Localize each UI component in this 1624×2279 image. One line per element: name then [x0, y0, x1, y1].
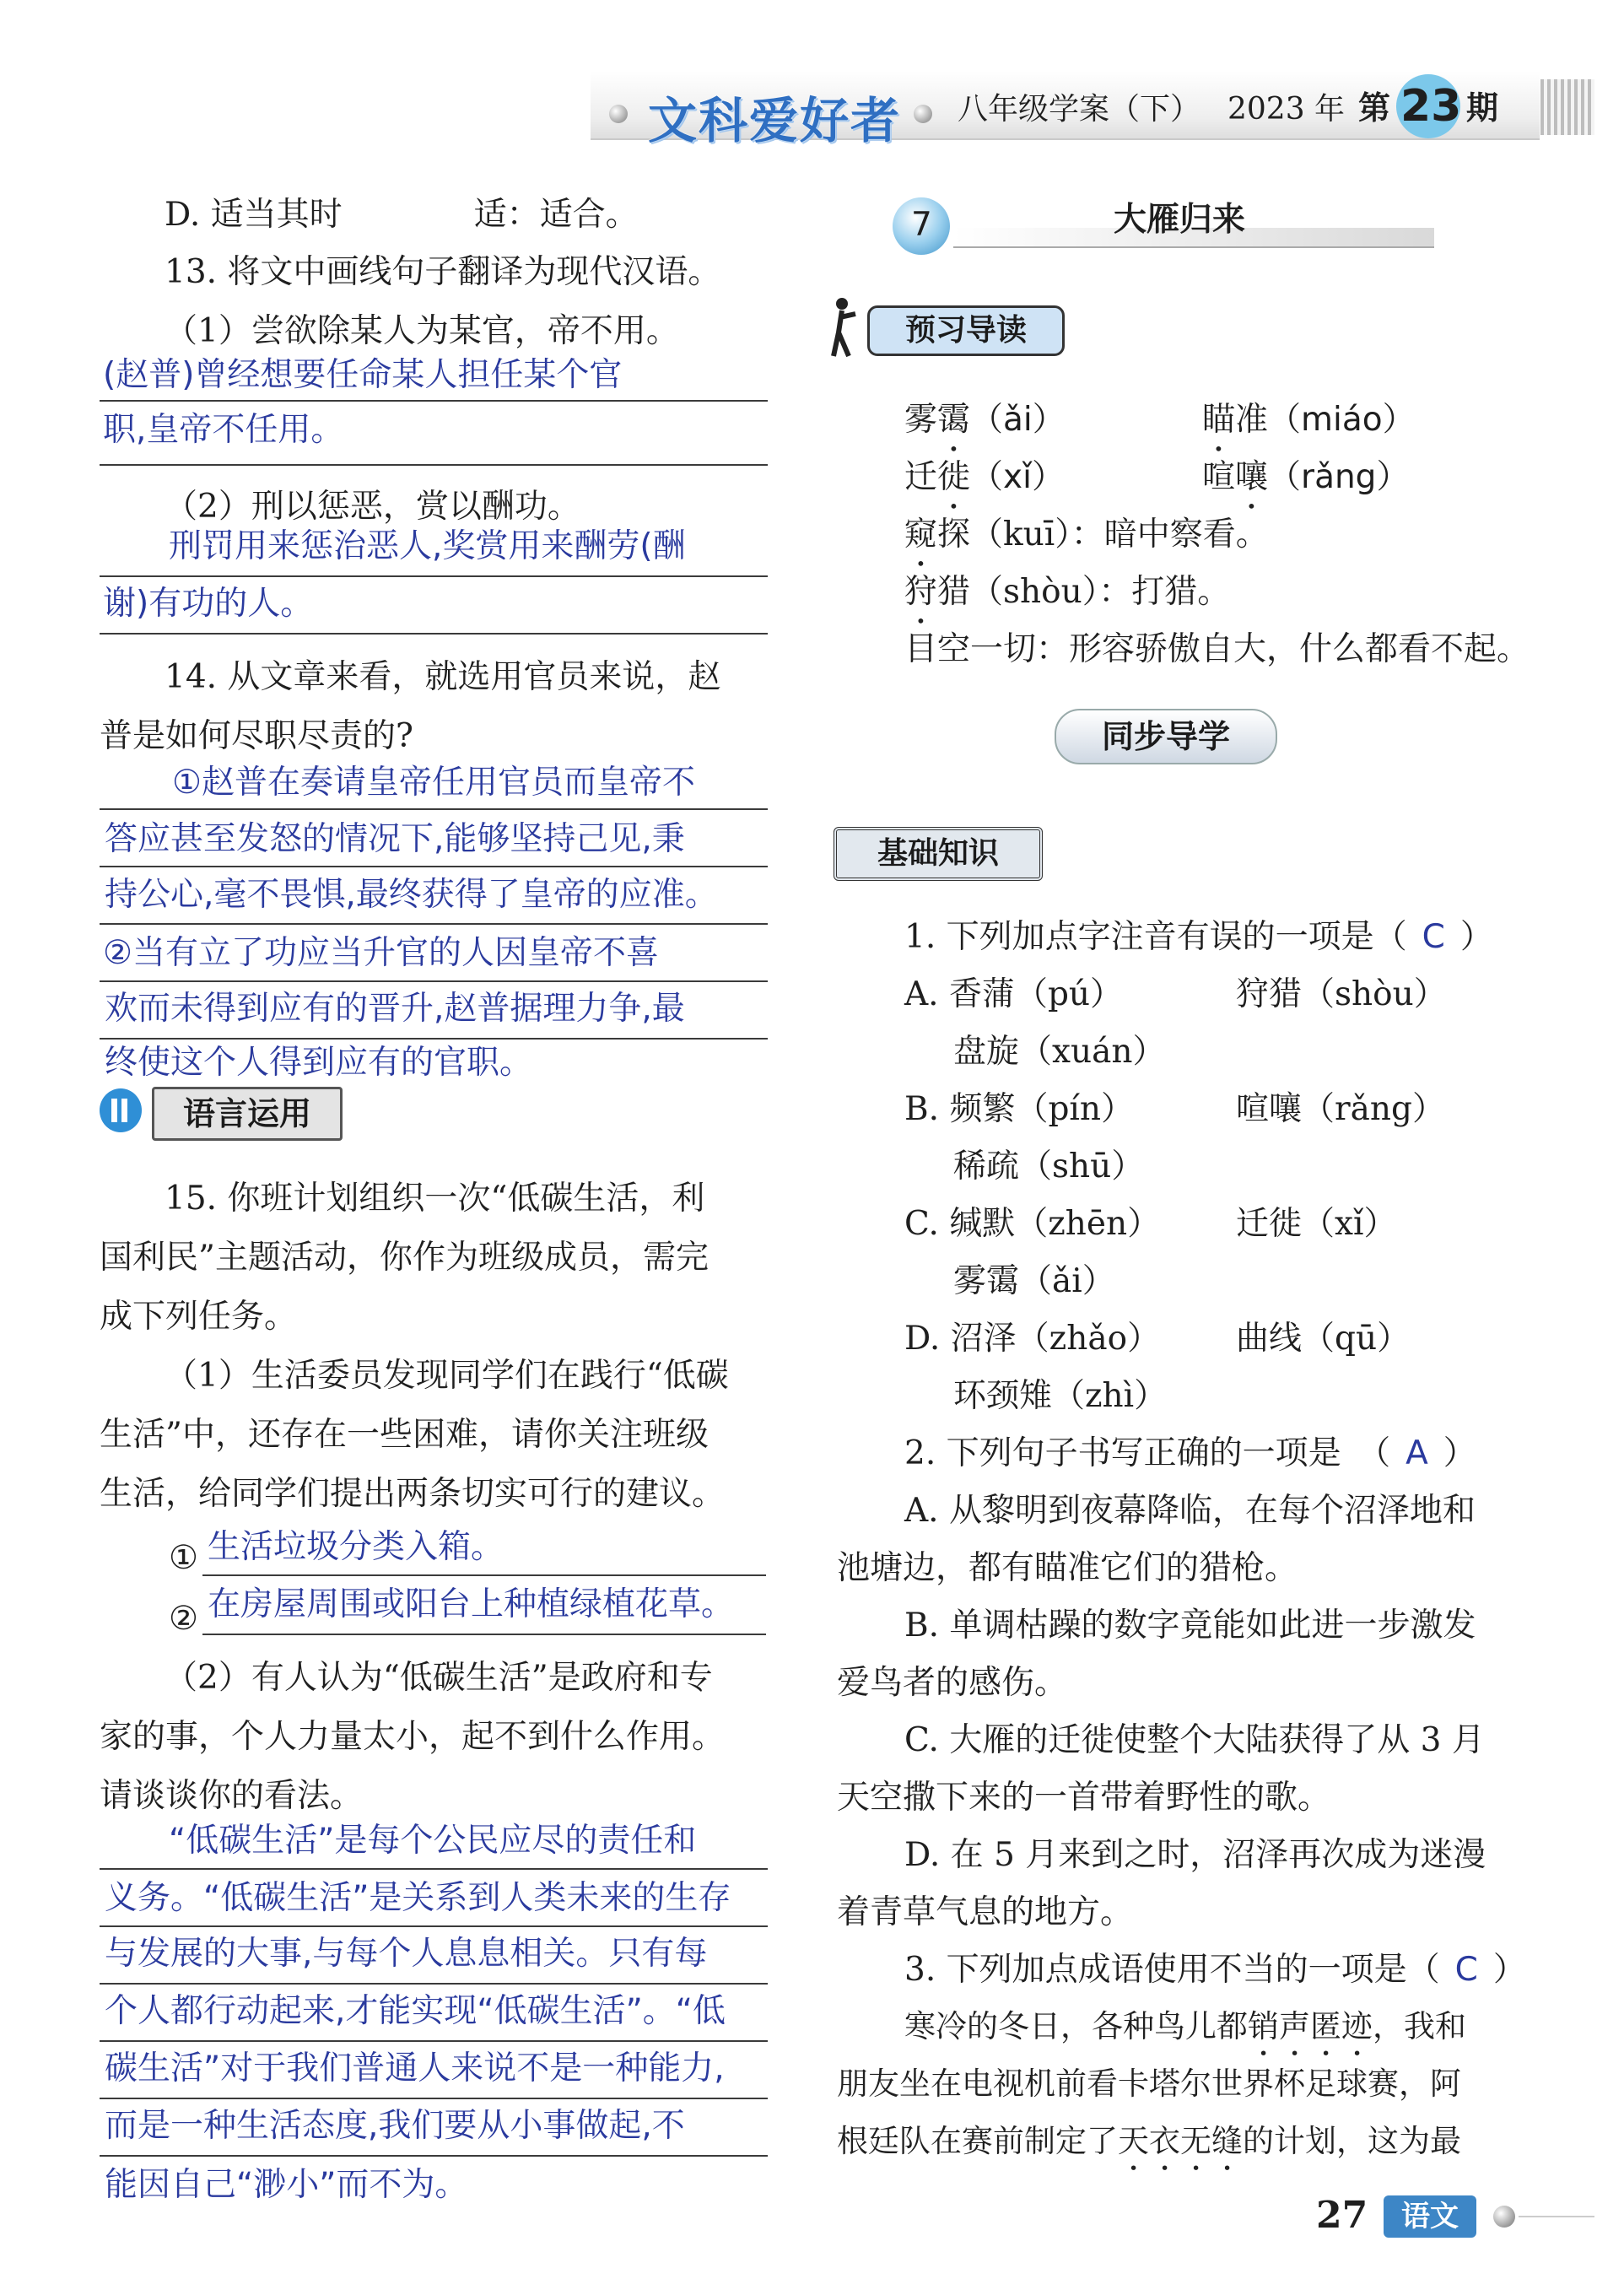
answer-14-line2: 答应甚至发怒的情况下,能够坚持己见,秉: [105, 820, 685, 858]
question-1: [904, 918, 1493, 958]
subject-badge: 语文: [1384, 2195, 1476, 2238]
question-3-answer: C: [1454, 1951, 1478, 1989]
option-d-line: D. 适当其时 适：适合。: [165, 196, 639, 234]
answer-rule: [100, 866, 768, 867]
vocab-pinyin: （ǎi）: [970, 401, 1066, 439]
vocab-char: 雾: [904, 401, 938, 439]
question-3: [904, 1951, 1526, 1990]
footer-bullet-icon: [1493, 2206, 1515, 2228]
question-15-2-line1: （2）有人认为“低碳生活”是政府和专: [165, 1659, 713, 1697]
answer-14-line4: ②当有立了功应当升官的人因皇帝不喜: [103, 934, 659, 972]
question-1-text: 1. 下列加点字注音有误的一项是（: [904, 918, 1407, 956]
answer-15-2-line6: 而是一种生活态度,我们要从小事做起,不: [105, 2107, 685, 2145]
answer-rule: [100, 2155, 768, 2157]
preview-badge-runner-icon: [830, 295, 864, 358]
header-year: 2023 年: [1227, 92, 1346, 127]
vocab-pinyin: （rǎng）: [1268, 458, 1410, 496]
question-1-close: ）: [1459, 918, 1493, 956]
lesson-title: 大雁归来: [1114, 201, 1246, 239]
answer-13-1-line1: (赵普)曾经想要任命某人担任某个官: [103, 356, 623, 394]
answer-rule: [202, 1634, 766, 1635]
answer-15-2-line7: 能因自己“渺小”而不为。: [105, 2166, 468, 2204]
header-bullet-left-icon: [609, 105, 628, 123]
q2-option-d-line2: 着青草气息的地方。: [837, 1893, 1134, 1931]
q3-text: 的计划，这为最: [1243, 2123, 1461, 2159]
question-15-2-line2: 家的事，个人力量太小，起不到什么作用。: [100, 1718, 726, 1756]
section-badge-icon: [100, 1088, 142, 1132]
q1-option-d2: 曲线（qū）: [1236, 1320, 1411, 1358]
answer-14-line1: ①赵普在奏请皇帝任用官员而皇帝不: [172, 764, 695, 802]
q2-option-b-line2: 爱鸟者的感伤。: [837, 1664, 1068, 1702]
q1-option-d3: 环颈雉（zhì）: [953, 1377, 1168, 1415]
q2-option-c-line1: C. 大雁的迁徙使整个大陆获得了从 3 月: [904, 1721, 1485, 1759]
q1-option-c1: C. 缄默（zhēn）: [904, 1205, 1161, 1243]
answer-14-line3: 持公心,毫不畏惧,最终获得了皇帝的应准。: [105, 876, 718, 914]
answer-14-line5: 欢而未得到应有的晋升,赵普据理力争,最: [105, 990, 685, 1028]
question-13: 13. 将文中画线句子翻译为现代汉语。: [165, 253, 721, 291]
q1-option-b2: 喧嚷（rǎng）: [1236, 1090, 1445, 1128]
q3-text: 根廷队在赛前制定了: [837, 2123, 1118, 2159]
answer-rule: [100, 980, 768, 982]
vocab-char-dotted: 霭: [937, 401, 971, 439]
answer-rule: [100, 923, 768, 925]
vocab-char: 迁: [904, 458, 938, 496]
vocab-1: [904, 401, 1066, 459]
answer-rule: [100, 2098, 768, 2099]
answer-14-line6: 终使这个人得到应有的官职。: [105, 1044, 533, 1082]
q3-idiom-dotted: 天衣无缝: [1118, 2123, 1243, 2159]
vocab-2: [1202, 401, 1416, 459]
q3-passage-line1: [904, 2008, 1466, 2063]
answer-rule: [100, 1038, 768, 1040]
answer-rule: [100, 1925, 768, 1927]
question-3-close: ）: [1492, 1951, 1526, 1989]
answer-rule: [100, 575, 768, 577]
vocab-char-dotted: 嚷: [1235, 458, 1269, 496]
question-15-1-line1: （1）生活委员发现同学们在践行“低碳: [165, 1357, 729, 1395]
answer-rule: [100, 808, 768, 810]
q1-option-b1: B. 频繁（pín）: [904, 1090, 1135, 1128]
vocab-char: 探: [937, 516, 971, 554]
answer-15-2-line1: “低碳生活”是每个公民应尽的责任和: [169, 1822, 697, 1860]
page-number: 27: [1316, 2194, 1368, 2237]
vocab-char: 猎: [937, 573, 971, 611]
answer-13-2-line2: 谢)有功的人。: [103, 585, 314, 623]
question-2: [904, 1434, 1476, 1474]
question-2-text: 2. 下列句子书写正确的一项是 （: [904, 1434, 1391, 1472]
q2-option-d-line1: D. 在 5 月来到之时，沼泽再次成为迷漫: [904, 1836, 1486, 1874]
q1-option-a2: 狩猎（shòu）: [1236, 975, 1447, 1013]
question-14-line1: 14. 从文章来看，就选用官员来说，赵: [165, 658, 721, 696]
answer-rule: [100, 1983, 768, 1985]
answer-rule: [100, 633, 768, 635]
question-14-line2: 普是如何尽职尽责的?: [100, 717, 413, 755]
q2-option-c-line2: 天空撒下来的一首带着野性的歌。: [837, 1779, 1331, 1817]
q3-text: 寒冷的冬日，各种鸟儿都: [904, 2008, 1248, 2044]
suggestion-1-answer: 生活垃圾分类入箱。: [208, 1528, 504, 1566]
vocab-char: 准: [1235, 401, 1269, 439]
q1-option-a1: A. 香蒲（pú）: [904, 975, 1124, 1013]
q1-option-d1: D. 沼泽（zhǎo）: [904, 1320, 1161, 1358]
question-15-1-line3: 生活，给同学们提出两条切实可行的建议。: [100, 1475, 726, 1513]
vocab-char-dotted: 窥: [904, 516, 938, 554]
answer-15-2-line4: 个人都行动起来,才能实现“低碳生活”。“低: [105, 1992, 726, 2030]
vocab-6: [904, 573, 1230, 631]
header-issue-number: 23: [1400, 81, 1462, 132]
vocab-5: [904, 516, 1269, 574]
q1-option-b3: 稀疏（shū）: [953, 1148, 1145, 1185]
answer-15-2-line5: 碳生活”对于我们普通人来说不是一种能力,: [105, 2049, 725, 2087]
basic-knowledge-badge: 基础知识: [834, 827, 1043, 881]
sync-badge: 同步导学: [1055, 709, 1277, 764]
q3-idiom-dotted: 销声匿迹: [1248, 2008, 1373, 2044]
section-badge-language-use: 语言运用: [152, 1087, 343, 1141]
q2-option-b-line1: B. 单调枯躁的数字竟能如此进一步激发: [904, 1607, 1476, 1644]
vocab-char-dotted: 徙: [937, 458, 971, 496]
q1-option-c2: 迁徙（xǐ）: [1236, 1205, 1397, 1243]
vocab-definition: （kuī）：暗中察看。: [970, 516, 1269, 554]
question-13-2: （2）刑以惩恶，赏以酬功。: [165, 488, 580, 526]
question-13-1: （1）尝欲除某人为某官，帝不用。: [165, 312, 679, 350]
question-15-line1: 15. 你班计划组织一次“低碳生活，利: [165, 1180, 705, 1218]
question-15-2-line3: 请谈谈你的看法。: [100, 1777, 364, 1815]
vocab-3: [904, 458, 1065, 516]
question-15-1-line2: 生活”中，还存在一些困难，请你关注班级: [100, 1416, 709, 1454]
answer-rule: [100, 2040, 768, 2042]
suggestion-number-2: ②: [169, 1600, 198, 1638]
answer-13-2-line1: 刑罚用来惩治恶人,奖赏用来酬劳(酬: [169, 527, 686, 565]
question-3-text: 3. 下列加点成语使用不当的一项是（: [904, 1951, 1440, 1989]
footer-rule: [1519, 2216, 1594, 2217]
q1-option-a3: 盘旋（xuán）: [953, 1033, 1166, 1071]
header-issue-prefix: 第: [1358, 89, 1391, 127]
vocab-char: 喧: [1202, 458, 1236, 496]
vocab-pinyin: （xǐ）: [970, 458, 1065, 496]
suggestion-number-1: ①: [169, 1539, 198, 1577]
header-grade: 八年级学案（下）: [958, 92, 1201, 127]
question-15-line3: 成下列任务。: [100, 1298, 298, 1336]
answer-13-1-line2: 职,皇帝不任用。: [103, 411, 344, 449]
header-issue-suffix: 期: [1466, 89, 1499, 127]
answer-rule: [100, 1868, 768, 1870]
lesson-number: 7: [911, 206, 932, 244]
answer-15-2-line3: 与发展的大事,与每个人息息相关。只有每: [105, 1935, 708, 1973]
q3-passage-line3: [837, 2123, 1461, 2178]
preview-badge: 预习导读: [867, 305, 1065, 356]
suggestion-2-answer: 在房屋周围或阳台上种植绿植花草。: [208, 1585, 735, 1623]
vocab-4: [1202, 458, 1409, 516]
brand-title: 文科爱好者: [648, 92, 902, 149]
q2-option-a-line1: A. 从黎明到夜幕降临，在每个沼泽地和: [904, 1492, 1476, 1530]
answer-rule: [100, 464, 768, 466]
vocab-7: 目空一切：形容骄傲自大，什么都看不起。: [904, 630, 1530, 668]
question-1-answer: C: [1422, 918, 1445, 956]
q3-passage-line2: 朋友坐在电视机前看卡塔尔世界杯足球赛，阿: [837, 2066, 1461, 2102]
vocab-char-dotted: 瞄: [1202, 401, 1236, 439]
vocab-definition: （shòu）：打猎。: [970, 573, 1231, 611]
header-bullet-right-icon: [914, 105, 932, 123]
answer-15-2-line2: 义务。“低碳生活”是关系到人类未来的生存: [105, 1879, 731, 1917]
q2-option-a-line2: 池塘边，都有瞄准它们的猎枪。: [837, 1549, 1298, 1587]
answer-rule: [202, 1574, 766, 1576]
q3-text: ，我和: [1373, 2008, 1466, 2044]
question-2-close: ）: [1443, 1434, 1476, 1472]
q1-option-c3: 雾霭（ǎi）: [953, 1262, 1115, 1300]
header-stripe-decoration: [1540, 79, 1594, 135]
vocab-char-dotted: 狩: [904, 573, 938, 611]
vocab-pinyin: （miáo）: [1268, 401, 1416, 439]
question-15-line2: 国利民”主题活动，你作为班级成员，需完: [100, 1239, 709, 1277]
answer-rule: [100, 400, 768, 402]
question-2-answer: A: [1405, 1434, 1428, 1472]
